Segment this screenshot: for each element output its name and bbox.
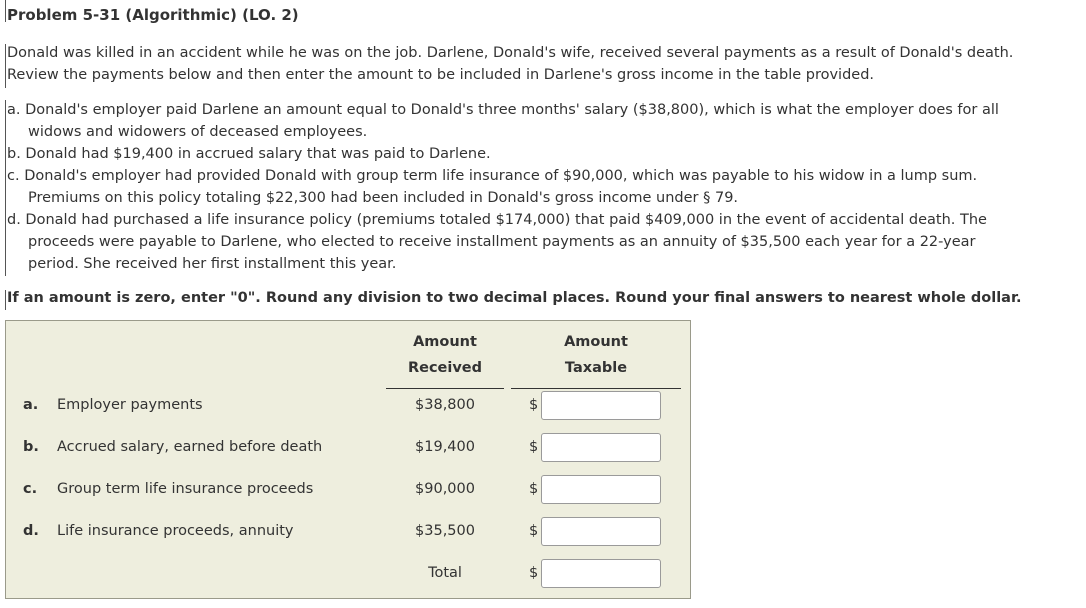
currency-symbol: $ [529, 439, 539, 455]
table-row-group-term-life [6, 475, 692, 505]
title-left-rule [5, 0, 6, 22]
currency-symbol: $ [529, 397, 539, 413]
header-underline [511, 388, 681, 389]
items-left-rule [5, 100, 6, 276]
amount-received-value: $90,000 [415, 481, 475, 497]
item-text: b. Donald had $19,400 in accrued salary that was paid to Darlene. [7, 146, 491, 162]
intro-line: Review the payments below and then enter the amount to be included in Darlene's gross income in the table provided. [7, 67, 875, 83]
item-text: a. Donald's employer paid Darlene an amount equal to Donald's three months' salary ($38,800), which is what the employer does for all [7, 102, 999, 118]
header-text: Received [407, 360, 483, 376]
table-row-accrued-salary [6, 433, 692, 463]
header-text: Amount [564, 334, 628, 350]
item-text: Premiums on this policy totaling $22,300 had been included in Donald's gross income under § 79. [28, 190, 739, 206]
instructions-left-rule [5, 290, 6, 310]
problem-intro [7, 42, 1077, 86]
amount-received-value: $38,800 [415, 397, 475, 413]
item-text: period. She received her first installment this year. [28, 256, 397, 272]
amount-received-value: $19,400 [415, 439, 475, 455]
amount-taxable-input-total[interactable] [541, 559, 661, 588]
amount-taxable-input-d[interactable] [541, 517, 661, 546]
problem-title: Problem 5-31 (Algorithmic) (LO. 2) [7, 6, 299, 24]
header-underline [386, 388, 504, 389]
item-text: c. Donald's employer had provided Donald with group term life insurance of $90,000, which was payable to his widow in a lump sum. [7, 168, 978, 184]
row-letter: d. [23, 523, 39, 539]
row-description: Group term life insurance proceeds [57, 481, 314, 497]
answer-table [5, 320, 691, 599]
item-text: widows and widowers of deceased employees. [28, 124, 368, 140]
item-text: proceeds were payable to Darlene, who elected to receive installment payments as an annuity of $35,500 each year for a 22-year [28, 234, 976, 250]
amount-received-value: $35,500 [415, 523, 475, 539]
item-text: d. Donald had purchased a life insurance policy (premiums totaled $174,000) that paid $409,000 in the event of accidental death. The [7, 212, 987, 228]
payment-item-d [7, 209, 987, 275]
column-header-amount-taxable [511, 329, 681, 381]
row-description: Employer payments [57, 397, 203, 413]
header-text: Taxable [564, 360, 628, 376]
total-label: Total [428, 565, 462, 581]
column-header-amount-received [386, 329, 504, 381]
table-row-total [6, 559, 692, 589]
table-row-life-insurance-annuity [6, 517, 692, 547]
currency-symbol: $ [529, 523, 539, 539]
header-text: Amount [413, 334, 477, 350]
intro-line: Donald was killed in an accident while he was on the job. Darlene, Donald's wife, received several payments as a result of Donald's death. [7, 45, 1014, 61]
intro-left-rule [5, 44, 6, 88]
payment-item-b [7, 143, 491, 165]
amount-taxable-input-b[interactable] [541, 433, 661, 462]
row-letter: a. [23, 397, 39, 413]
table-row-employer-payments [6, 391, 692, 421]
currency-symbol: $ [529, 481, 539, 497]
payment-item-a [7, 99, 999, 143]
answer-instructions: If an amount is zero, enter "0". Round any division to two decimal places. Round your final answers to nearest whole dollar. [7, 290, 1022, 306]
row-letter: b. [23, 439, 39, 455]
amount-taxable-input-a[interactable] [541, 391, 661, 420]
amount-taxable-input-c[interactable] [541, 475, 661, 504]
row-description: Life insurance proceeds, annuity [57, 523, 294, 539]
row-description: Accrued salary, earned before death [57, 439, 323, 455]
payment-item-c [7, 165, 977, 209]
row-letter: c. [23, 481, 38, 497]
currency-symbol: $ [529, 565, 539, 581]
